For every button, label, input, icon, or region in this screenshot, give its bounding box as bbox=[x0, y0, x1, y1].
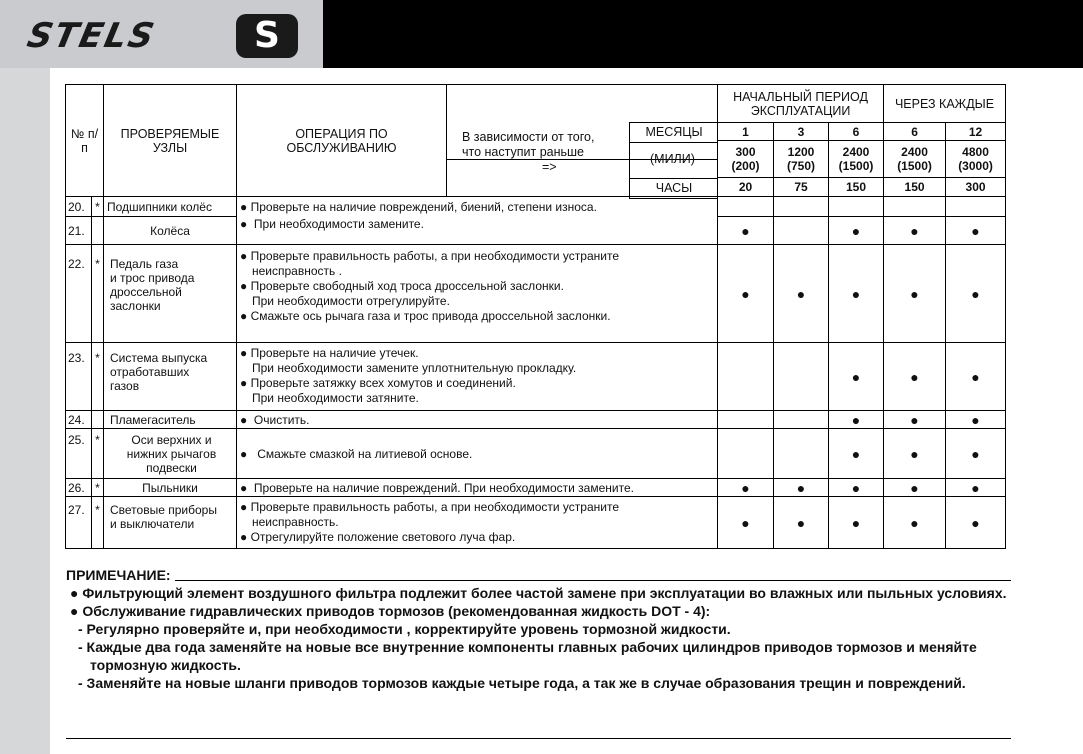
schedule-dot: ● bbox=[946, 217, 1006, 245]
schedule-dot: ● bbox=[829, 479, 884, 497]
schedule-dot: ● bbox=[946, 497, 1006, 549]
km-3: 2400 (1500) bbox=[829, 141, 884, 178]
hours-5: 300 bbox=[946, 178, 1006, 197]
schedule-dot: ● bbox=[718, 217, 774, 245]
table-row bbox=[66, 411, 1006, 429]
row-operation: ● Проверьте правильность работы, а при необходимости устраните неисправность . ● Проверьте свободный ход троса дроссельной заслонки. При необходимости отрегулируйте. ● Смажьте ось рычага газа и трос привода дроссельной заслонки. bbox=[237, 245, 718, 343]
row-item: Педаль газа и трос привода дроссельной заслонки bbox=[104, 245, 237, 343]
header-item: ПРОВЕРЯЕМЫЕ УЗЛЫ bbox=[104, 85, 237, 197]
schedule-dot: ● bbox=[946, 411, 1006, 429]
row-num: 25. bbox=[66, 429, 92, 479]
bottom-rule bbox=[66, 738, 1011, 739]
schedule-dot: ● bbox=[884, 479, 946, 497]
note-item: ● Фильтрующий элемент воздушного фильтра подлежит более частой замене при эксплуатации во влажных или пыльных условиях. bbox=[70, 585, 1007, 601]
table-row bbox=[66, 429, 1006, 479]
row-operation: ● Смажьте смазкой на литиевой основе. bbox=[237, 429, 718, 479]
table-row bbox=[66, 197, 1006, 217]
schedule-dot: ● bbox=[946, 343, 1006, 411]
row-star: * bbox=[92, 245, 104, 343]
row-item: Оси верхних и нижних рычагов подвески bbox=[104, 429, 237, 479]
hours-4: 150 bbox=[884, 178, 946, 197]
row-num: 26. bbox=[66, 479, 92, 497]
row-star: * bbox=[92, 479, 104, 497]
schedule-dot: ● bbox=[884, 343, 946, 411]
brand-wordmark: STELS bbox=[23, 16, 160, 56]
schedule-dot: ● bbox=[829, 245, 884, 343]
month-6a: 6 bbox=[829, 123, 884, 141]
table-row bbox=[66, 479, 1006, 497]
note-subitem: - Каждые два года заменяйте на новые все внутренние компоненты главных рабочих цилиндров приводов тормозов и меняйте тормозную жидкость. bbox=[78, 639, 977, 673]
row-operation: ● Проверьте на наличие утечек. При необходимости замените уплотнительную прокладку. ● Проверьте затяжку всех хомутов и соединений. При необходимости затяните. bbox=[237, 343, 718, 411]
notes-section bbox=[66, 566, 1011, 692]
row-star: * bbox=[92, 497, 104, 549]
schedule-dot: ● bbox=[829, 217, 884, 245]
row-num: 21. bbox=[66, 217, 92, 245]
note-item: ● Обслуживание гидравлических приводов тормозов (рекомендованная жидкость DOT - 4): bbox=[70, 603, 711, 619]
header-initial: НАЧАЛЬНЫЙ ПЕРИОД ЭКСПЛУАТАЦИИ bbox=[718, 85, 884, 123]
row-operation: ● Проверьте на наличие повреждений, биений, степени износа. bbox=[237, 197, 718, 217]
row-operation: ● Очистить. bbox=[237, 411, 718, 429]
schedule-dot: ● bbox=[718, 245, 774, 343]
table-row bbox=[66, 217, 1006, 245]
schedule-dot: ● bbox=[829, 497, 884, 549]
row-num: 23. bbox=[66, 343, 92, 411]
row-item: Система выпуска отработавших газов bbox=[104, 343, 237, 411]
schedule-dot: ● bbox=[946, 429, 1006, 479]
side-strip bbox=[0, 68, 50, 754]
schedule-dot: ● bbox=[774, 479, 829, 497]
month-1: 1 bbox=[718, 123, 774, 141]
month-3: 3 bbox=[774, 123, 829, 141]
depends-text: В зависимости от того, что наступит раньше => bbox=[462, 130, 595, 174]
schedule-dot: ● bbox=[946, 245, 1006, 343]
row-num: 24. bbox=[66, 411, 92, 429]
row-num: 27. bbox=[66, 497, 92, 549]
header-num: № п/п bbox=[66, 85, 104, 197]
schedule-dot: ● bbox=[884, 429, 946, 479]
schedule-dot: ● bbox=[884, 497, 946, 549]
month-6b: 6 bbox=[884, 123, 946, 141]
km-1: 300 (200) bbox=[718, 141, 774, 178]
km-2: 1200 (750) bbox=[774, 141, 829, 178]
schedule-dot: ● bbox=[829, 411, 884, 429]
table-row bbox=[66, 343, 1006, 411]
row-item: Световые приборы и выключатели bbox=[104, 497, 237, 549]
month-12: 12 bbox=[946, 123, 1006, 141]
row-star: * bbox=[92, 343, 104, 411]
row-item: Колёса bbox=[104, 217, 237, 245]
schedule-dot: ● bbox=[774, 245, 829, 343]
schedule-dot: ● bbox=[884, 245, 946, 343]
schedule-dot: ● bbox=[946, 479, 1006, 497]
row-star: * bbox=[92, 197, 104, 217]
hours-3: 150 bbox=[829, 178, 884, 197]
row-item: Пламегаситель bbox=[104, 411, 237, 429]
km-5: 4800 (3000) bbox=[946, 141, 1006, 178]
schedule-dot: ● bbox=[829, 343, 884, 411]
schedule-dot: ● bbox=[718, 479, 774, 497]
row-star: * bbox=[92, 429, 104, 479]
row-operation: ● Проверьте на наличие повреждений. При необходимости замените. bbox=[237, 479, 718, 497]
brand-logo bbox=[0, 0, 323, 68]
note-subitem: - Заменяйте на новые шланги приводов тормозов каждые четыре года, а так же в случае образования трещин и повреждений. bbox=[78, 675, 966, 691]
hours-2: 75 bbox=[774, 178, 829, 197]
hours-1: 20 bbox=[718, 178, 774, 197]
row-num: 20. bbox=[66, 197, 92, 217]
schedule-dot: ● bbox=[884, 217, 946, 245]
schedule-dot: ● bbox=[829, 429, 884, 479]
row-num: 22. bbox=[66, 245, 92, 343]
brand-s-mark: S bbox=[236, 14, 298, 58]
row-operation: ● Проверьте правильность работы, а при необходимости устраните неисправность. ● Отрегулируйте положение светового луча фар. bbox=[237, 497, 718, 549]
schedule-dot: ● bbox=[774, 497, 829, 549]
note-subitem: - Регулярно проверяйте и, при необходимости , корректируйте уровень тормозной жидкости. bbox=[78, 621, 731, 637]
row-item: Пыльники bbox=[104, 479, 237, 497]
schedule-dot: ● bbox=[884, 411, 946, 429]
table-row bbox=[66, 245, 1006, 343]
row-operation: ● При необходимости замените. bbox=[237, 217, 718, 245]
table-row bbox=[66, 497, 1006, 549]
row-item: Подшипники колёс bbox=[104, 197, 237, 217]
notes-title: ПРИМЕЧАНИЕ: bbox=[66, 566, 1011, 584]
header-operation: ОПЕРАЦИЯ ПО ОБСЛУЖИВАНИЮ bbox=[237, 85, 447, 197]
header-every: ЧЕРЕЗ КАЖДЫЕ bbox=[884, 85, 1006, 123]
schedule-dot: ● bbox=[718, 497, 774, 549]
km-4: 2400 (1500) bbox=[884, 141, 946, 178]
unit-labels: МЕСЯЦЫ (МИЛИ) ЧАСЫ bbox=[629, 122, 717, 197]
